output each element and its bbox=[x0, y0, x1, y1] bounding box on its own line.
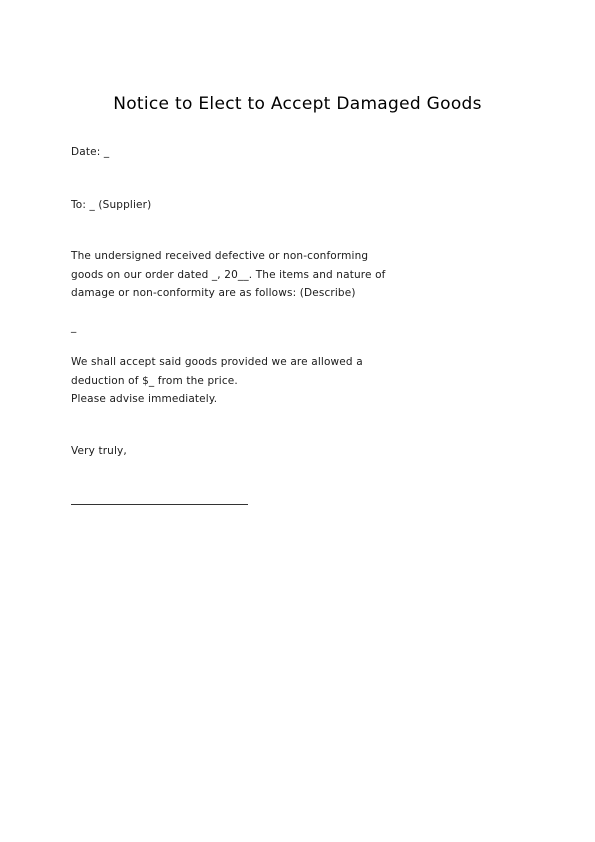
body-paragraph-2-line: deduction of $_ from the price. bbox=[71, 374, 238, 387]
date-line: Date: _ bbox=[71, 146, 110, 158]
body-paragraph-1 bbox=[71, 247, 386, 303]
body-paragraph-2-line: We shall accept said goods provided we are allowed a bbox=[71, 356, 363, 368]
body-paragraph-2-line: Please advise immediately. bbox=[71, 393, 218, 405]
description-blank: _ bbox=[71, 321, 77, 333]
body-paragraph-2 bbox=[71, 353, 363, 409]
recipient-line: To: _ (Supplier) bbox=[71, 199, 152, 211]
document-title: Notice to Elect to Accept Damaged Goods bbox=[113, 94, 482, 114]
body-paragraph-1-line: damage or non-conformity are as follows: (Describe) bbox=[71, 287, 356, 299]
closing-line: Very truly, bbox=[71, 445, 127, 457]
body-paragraph-1-line: The undersigned received defective or non-conforming bbox=[71, 250, 369, 262]
body-paragraph-1-line: goods on our order dated _, 20__. The items and nature of bbox=[71, 268, 386, 281]
signature-line bbox=[71, 504, 248, 505]
